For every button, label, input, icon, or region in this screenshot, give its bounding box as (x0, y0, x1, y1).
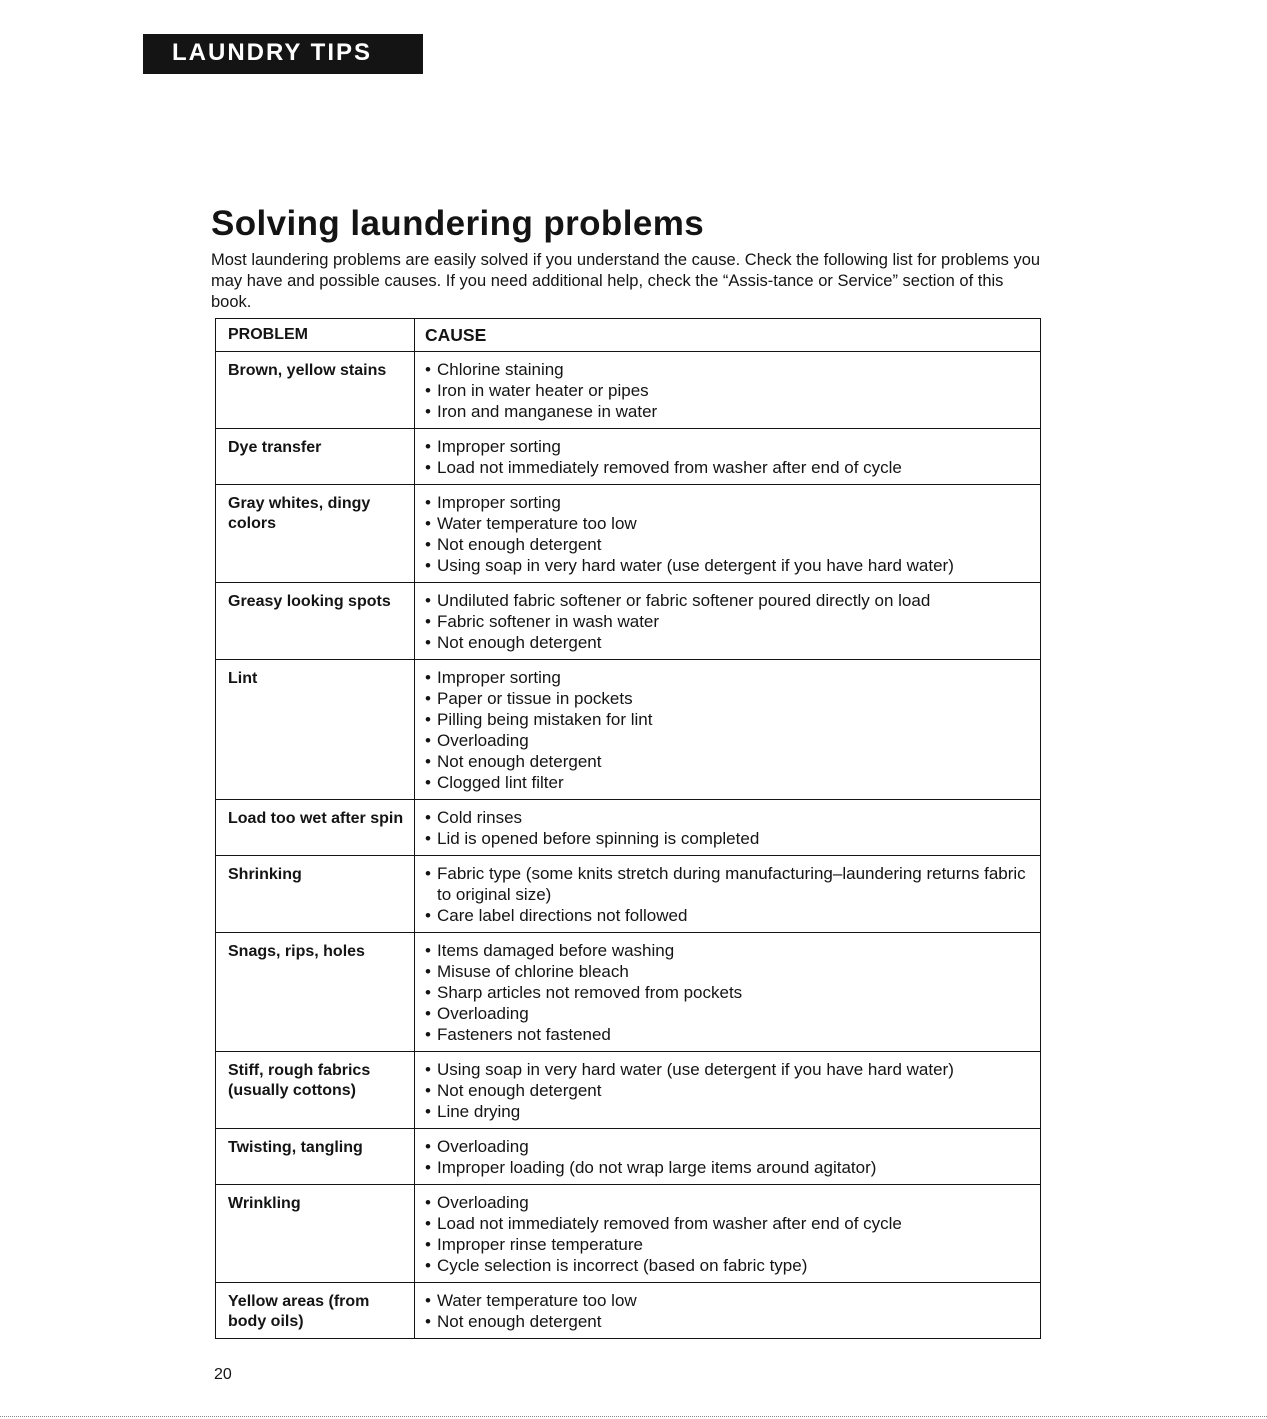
table-row (216, 429, 1041, 485)
cause-list (425, 1136, 1036, 1178)
cause-cell (415, 485, 1041, 583)
cause-list (425, 667, 1036, 793)
cause-item: • Iron and manganese in water (425, 401, 1036, 422)
cause-item: • Not enough detergent (425, 1080, 1036, 1101)
problem-cell: Shrinking (216, 856, 415, 933)
cause-item: • Not enough detergent (425, 751, 1036, 772)
cause-item: • Undiluted fabric softener or fabric softener poured directly on load (425, 590, 1036, 611)
problems-table (215, 318, 1041, 1339)
cause-item: • Load not immediately removed from washer after end of cycle (425, 1213, 1036, 1234)
cause-cell (415, 1283, 1041, 1339)
table-row (216, 660, 1041, 800)
cause-item: • Water temperature too low (425, 513, 1036, 534)
table-row (216, 583, 1041, 660)
cause-list (425, 1290, 1036, 1332)
cause-item: • Fabric type (some knits stretch during manufacturing–laundering returns fabric to original size) (425, 863, 1036, 905)
cause-item: • Not enough detergent (425, 1311, 1036, 1332)
table-row (216, 856, 1041, 933)
cause-cell (415, 1129, 1041, 1185)
problem-cell: Yellow areas (from body oils) (216, 1283, 415, 1339)
cause-item: • Iron in water heater or pipes (425, 380, 1036, 401)
cause-cell (415, 429, 1041, 485)
table-row (216, 485, 1041, 583)
problem-cell: Lint (216, 660, 415, 800)
cause-item: • Using soap in very hard water (use detergent if you have hard water) (425, 1059, 1036, 1080)
page-number: 20 (214, 1366, 232, 1383)
cause-item: • Improper loading (do not wrap large items around agitator) (425, 1157, 1036, 1178)
bottom-divider (0, 1416, 1267, 1417)
cause-item: • Pilling being mistaken for lint (425, 709, 1036, 730)
cause-cell (415, 856, 1041, 933)
problem-column-header: PROBLEM (216, 319, 415, 352)
cause-item: • Improper rinse temperature (425, 1234, 1036, 1255)
cause-item: • Load not immediately removed from washer after end of cycle (425, 457, 1036, 478)
cause-item: • Chlorine staining (425, 359, 1036, 380)
problem-cell: Gray whites, dingy colors (216, 485, 415, 583)
cause-item: • Using soap in very hard water (use detergent if you have hard water) (425, 555, 1036, 576)
cause-item: • Overloading (425, 1136, 1036, 1157)
table-body (216, 352, 1041, 1339)
cause-item: • Overloading (425, 730, 1036, 751)
problem-cell: Brown, yellow stains (216, 352, 415, 429)
cause-list (425, 359, 1036, 422)
problem-cell: Dye transfer (216, 429, 415, 485)
cause-item: • Water temperature too low (425, 1290, 1036, 1311)
cause-list (425, 1059, 1036, 1122)
cause-item: • Lid is opened before spinning is completed (425, 828, 1036, 849)
cause-cell (415, 660, 1041, 800)
table-row (216, 933, 1041, 1052)
table-row (216, 1052, 1041, 1129)
cause-item: • Improper sorting (425, 667, 1036, 688)
cause-item: • Sharp articles not removed from pockets (425, 982, 1036, 1003)
cause-list (425, 807, 1036, 849)
cause-item: • Improper sorting (425, 436, 1036, 457)
cause-item: • Not enough detergent (425, 534, 1036, 555)
cause-list (425, 863, 1036, 926)
cause-item: • Line drying (425, 1101, 1036, 1122)
cause-item: • Overloading (425, 1192, 1036, 1213)
page-title: Solving laundering problems (211, 204, 705, 243)
cause-item: • Items damaged before washing (425, 940, 1036, 961)
section-tab-label: LAUNDRY TIPS (172, 39, 373, 66)
table-row (216, 1129, 1041, 1185)
cause-list (425, 590, 1036, 653)
table-row (216, 1283, 1041, 1339)
cause-item: • Paper or tissue in pockets (425, 688, 1036, 709)
cause-list (425, 940, 1036, 1045)
cause-item: • Care label directions not followed (425, 905, 1036, 926)
table-row (216, 1185, 1041, 1283)
problem-cell: Twisting, tangling (216, 1129, 415, 1185)
cause-column-header: CAUSE (415, 319, 1041, 352)
cause-item: • Cold rinses (425, 807, 1036, 828)
cause-cell (415, 800, 1041, 856)
problem-cell: Wrinkling (216, 1185, 415, 1283)
problem-cell: Greasy looking spots (216, 583, 415, 660)
cause-item: • Improper sorting (425, 492, 1036, 513)
cause-list (425, 436, 1036, 478)
intro-paragraph: Most laundering problems are easily solved if you understand the cause. Check the following list for problems you may have and possible causes. If you need additional help, check the “Assis-tance or Service” section of this book. (211, 251, 1041, 311)
cause-item: • Cycle selection is incorrect (based on fabric type) (425, 1255, 1036, 1276)
cause-item: • Fabric softener in wash water (425, 611, 1036, 632)
cause-cell (415, 352, 1041, 429)
cause-item: • Overloading (425, 1003, 1036, 1024)
cause-cell (415, 583, 1041, 660)
problem-cell: Load too wet after spin (216, 800, 415, 856)
cause-cell (415, 1185, 1041, 1283)
table-header-row (216, 319, 1041, 352)
cause-cell (415, 1052, 1041, 1129)
table-row (216, 800, 1041, 856)
section-tab (143, 34, 423, 74)
cause-item: • Fasteners not fastened (425, 1024, 1036, 1045)
cause-list (425, 1192, 1036, 1276)
cause-item: • Not enough detergent (425, 632, 1036, 653)
table-row (216, 352, 1041, 429)
cause-list (425, 492, 1036, 576)
cause-item: • Clogged lint filter (425, 772, 1036, 793)
cause-item: • Misuse of chlorine bleach (425, 961, 1036, 982)
cause-cell (415, 933, 1041, 1052)
problem-cell: Stiff, rough fabrics (usually cottons) (216, 1052, 415, 1129)
problem-cell: Snags, rips, holes (216, 933, 415, 1052)
